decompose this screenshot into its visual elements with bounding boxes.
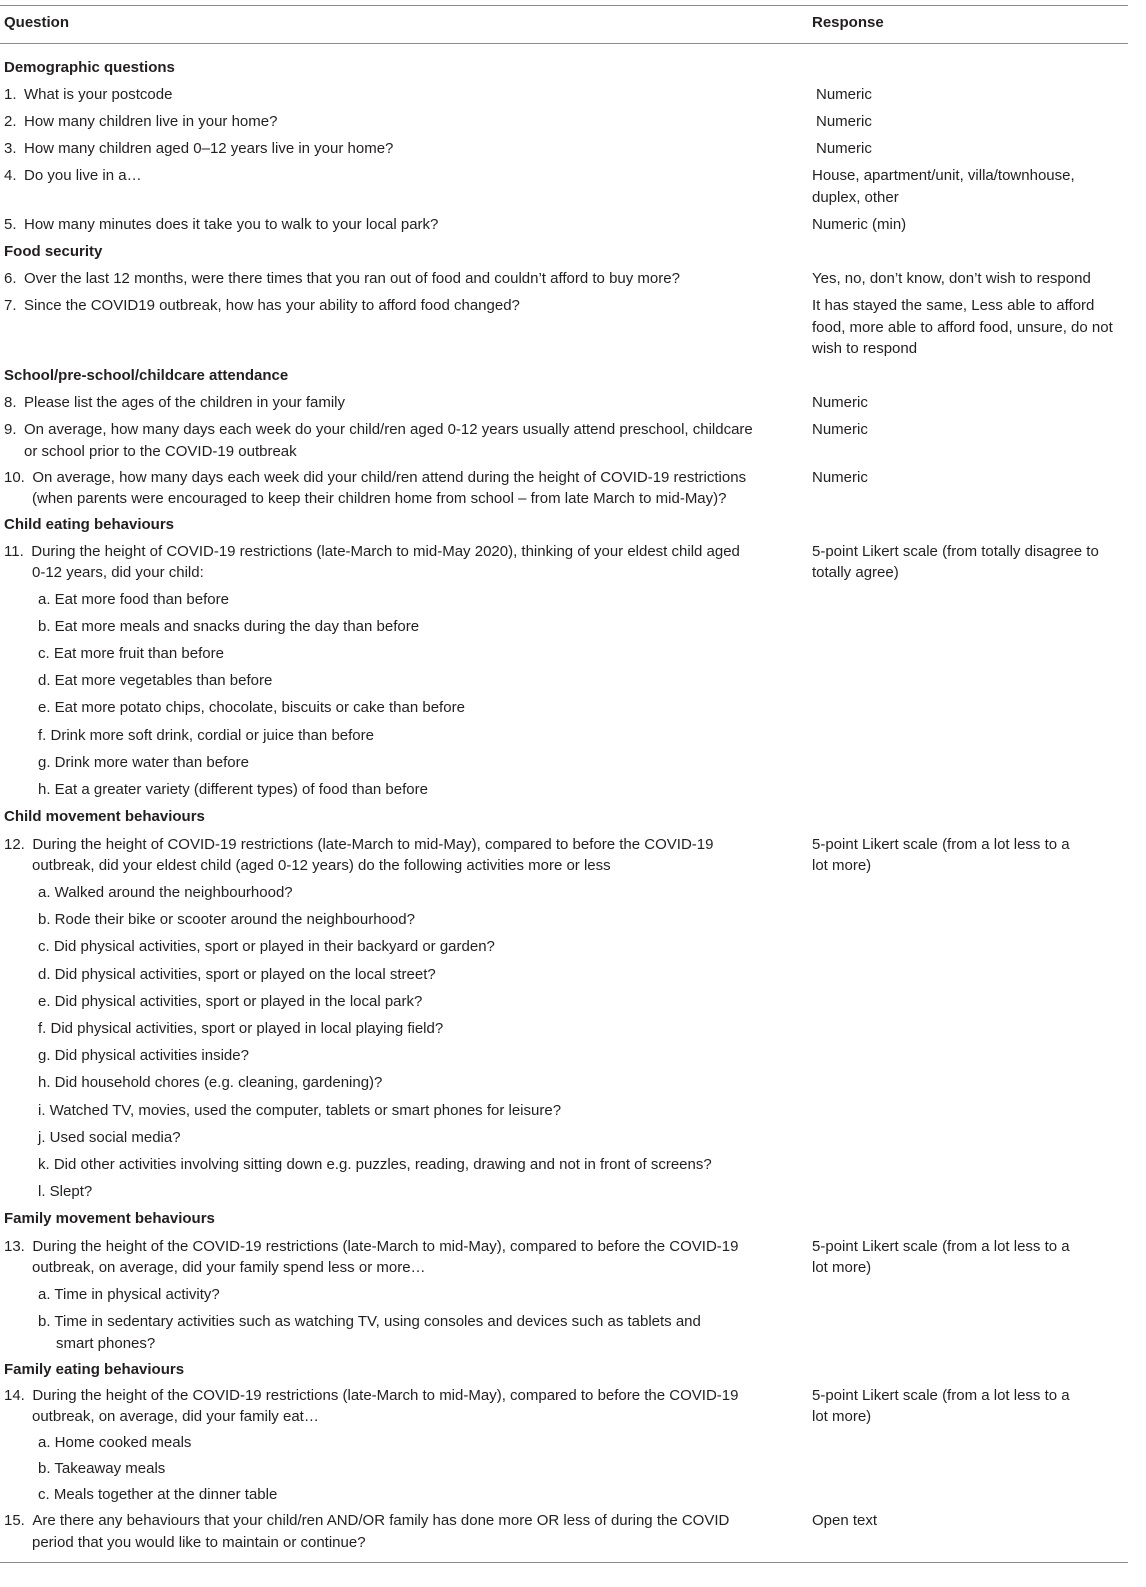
response-text: lot more) — [812, 1408, 872, 1425]
response-text: wish to respond — [812, 340, 918, 357]
question-text: 11. During the height of COVID-19 restrictions (late-March to mid-May 2020), thinking of your eldest child aged — [4, 543, 740, 560]
question-text: 2. How many children live in your home? — [4, 113, 278, 130]
response-text: totally agree) — [812, 564, 899, 581]
sub-item: c. Eat more fruit than before — [38, 645, 224, 662]
section-heading: Child eating behaviours — [4, 516, 175, 533]
question-text: 12. During the height of COVID-19 restrictions (late-March to mid-May), compared to before the COVID-19 — [4, 836, 714, 853]
response-text: 5-point Likert scale (from a lot less to a — [812, 1238, 1070, 1255]
sub-item: f. Did physical activities, sport or played in local playing field? — [38, 1020, 444, 1037]
sub-item: b. Time in sedentary activities such as watching TV, using consoles and devices such as tablets and — [38, 1313, 701, 1330]
sub-item: smart phones? — [56, 1335, 156, 1352]
question-text: 1. What is your postcode — [4, 86, 173, 103]
sub-item: c. Did physical activities, sport or played in their backyard or garden? — [38, 938, 495, 955]
sub-item: h. Did household chores (e.g. cleaning, gardening)? — [38, 1074, 383, 1091]
question-text: 10. On average, how many days each week did your child/ren attend during the height of COVID-19 restrictions — [4, 469, 747, 486]
section-heading: Food security — [4, 243, 103, 260]
response-text: Numeric — [816, 140, 872, 157]
sub-item: d. Did physical activities, sport or played on the local street? — [38, 966, 436, 983]
sub-item: b. Eat more meals and snacks during the day than before — [38, 618, 420, 635]
sub-item: a. Time in physical activity? — [38, 1286, 220, 1303]
response-text: It has stayed the same, Less able to afford — [812, 297, 1095, 314]
question-text: period that you would like to maintain or continue? — [32, 1534, 366, 1551]
question-text: 9. On average, how many days each week do your child/ren aged 0-12 years usually attend preschool, childcare — [4, 421, 753, 438]
response-text: Numeric — [812, 421, 868, 438]
question-text: 13. During the height of the COVID-19 restrictions (late-March to mid-May), compared to before the COVID-19 — [4, 1238, 739, 1255]
response-text: Yes, no, don’t know, don’t wish to respond — [812, 270, 1091, 287]
response-text: Numeric — [816, 113, 872, 130]
section-heading: Demographic questions — [4, 59, 175, 76]
sub-item: g. Did physical activities inside? — [38, 1047, 249, 1064]
response-text: 5-point Likert scale (from a lot less to a — [812, 1387, 1070, 1404]
response-text: 5-point Likert scale (from a lot less to a — [812, 836, 1070, 853]
section-heading: School/pre-school/childcare attendance — [4, 367, 289, 384]
response-text: Numeric — [816, 86, 872, 103]
response-text: lot more) — [812, 1259, 872, 1276]
question-text: 6. Over the last 12 months, were there times that you ran out of food and couldn’t afford to buy more? — [4, 270, 680, 287]
header-response: Response — [812, 14, 884, 31]
question-text: 0-12 years, did your child: — [32, 564, 204, 581]
section-heading: Family eating behaviours — [4, 1361, 185, 1378]
question-text: outbreak, on average, did your family eat… — [32, 1408, 319, 1425]
section-heading: Family movement behaviours — [4, 1210, 215, 1227]
sub-item: k. Did other activities involving sitting down e.g. puzzles, reading, drawing and not in front of screens? — [38, 1156, 712, 1173]
question-text: outbreak, on average, did your family spend less or more… — [32, 1259, 426, 1276]
header-rule — [0, 43, 1128, 44]
sub-item: b. Rode their bike or scooter around the neighbourhood? — [38, 911, 415, 928]
response-text: duplex, other — [812, 189, 899, 206]
question-text: 15. Are there any behaviours that your child/ren AND/OR family has done more OR less of during the COVID — [4, 1512, 730, 1529]
sub-item: c. Meals together at the dinner table — [38, 1486, 278, 1503]
question-text: 3. How many children aged 0–12 years live in your home? — [4, 140, 394, 157]
response-text: Numeric — [812, 394, 868, 411]
sub-item: i. Watched TV, movies, used the computer, tablets or smart phones for leisure? — [38, 1102, 562, 1119]
response-text: 5-point Likert scale (from totally disagree to — [812, 543, 1099, 560]
question-text: 4. Do you live in a… — [4, 167, 142, 184]
response-text: Open text — [812, 1512, 878, 1529]
sub-item: f. Drink more soft drink, cordial or juice than before — [38, 727, 374, 744]
sub-item: a. Eat more food than before — [38, 591, 229, 608]
sub-item: a. Walked around the neighbourhood? — [38, 884, 293, 901]
section-heading: Child movement behaviours — [4, 808, 205, 825]
response-text: Numeric (min) — [812, 216, 907, 233]
response-text: Numeric — [812, 469, 868, 486]
response-text: food, more able to afford food, unsure, do not — [812, 319, 1113, 336]
sub-item: e. Eat more potato chips, chocolate, biscuits or cake than before — [38, 699, 465, 716]
question-text: (when parents were encouraged to keep their children home from school – from late March to mid-May)? — [32, 490, 727, 507]
sub-item: a. Home cooked meals — [38, 1434, 192, 1451]
question-text: outbreak, did your eldest child (aged 0-12 years) do the following activities more or less — [32, 857, 611, 874]
question-text: 14. During the height of the COVID-19 restrictions (late-March to mid-May), compared to before the COVID-19 — [4, 1387, 739, 1404]
question-text: 7. Since the COVID19 outbreak, how has your ability to afford food changed? — [4, 297, 520, 314]
header-question: Question — [4, 14, 70, 31]
sub-item: b. Takeaway meals — [38, 1460, 166, 1477]
sub-item: h. Eat a greater variety (different types) of food than before — [38, 781, 428, 798]
response-text: lot more) — [812, 857, 872, 874]
sub-item: g. Drink more water than before — [38, 754, 249, 771]
sub-item: d. Eat more vegetables than before — [38, 672, 273, 689]
sub-item: j. Used social media? — [38, 1129, 181, 1146]
question-text: or school prior to the COVID-19 outbreak — [24, 443, 297, 460]
bottom-rule — [0, 1562, 1128, 1563]
question-text: 5. How many minutes does it take you to walk to your local park? — [4, 216, 439, 233]
top-rule — [0, 5, 1128, 6]
sub-item: e. Did physical activities, sport or played in the local park? — [38, 993, 423, 1010]
sub-item: l. Slept? — [38, 1183, 93, 1200]
question-text: 8. Please list the ages of the children in your family — [4, 394, 346, 411]
response-text: House, apartment/unit, villa/townhouse, — [812, 167, 1075, 184]
